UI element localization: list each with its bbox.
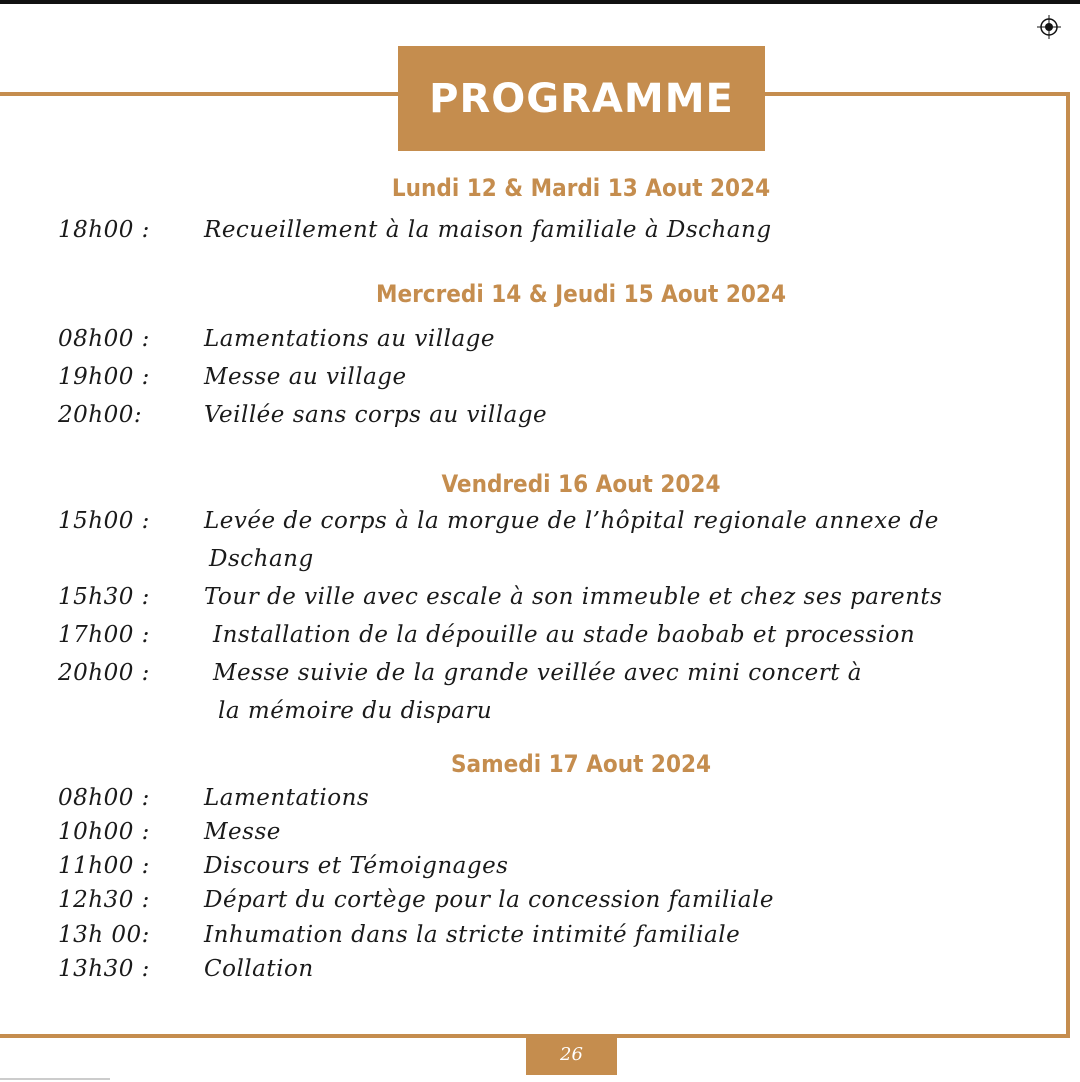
- event-description: Lamentations au village: [204, 326, 495, 352]
- event-description: Inhumation dans la stricte intimité familiale: [204, 922, 741, 948]
- event-description: Collation: [204, 956, 314, 982]
- event-time: 08h00 :: [58, 326, 150, 352]
- event-time: 17h00 :: [58, 622, 150, 648]
- event-time: 18h00 :: [58, 217, 150, 243]
- bottom-edge: [0, 1078, 110, 1080]
- event-time: 20h00:: [58, 402, 143, 428]
- event-description: Départ du cortège pour la concession familiale: [204, 887, 774, 913]
- day-heading: Samedi 17 Aout 2024: [450, 750, 712, 778]
- event-description-continued: la mémoire du disparu: [218, 698, 493, 724]
- event-description: Discours et Témoignages: [204, 853, 509, 879]
- event-time: 11h00 :: [58, 853, 150, 879]
- event-time: 20h00 :: [58, 660, 150, 686]
- day-heading: Lundi 12 & Mardi 13 Aout 2024: [391, 174, 771, 202]
- registration-mark-icon: [1037, 15, 1061, 39]
- event-description: Levée de corps à la morgue de l’hôpital regionale annexe de: [204, 508, 939, 534]
- top-border: [0, 0, 1080, 4]
- event-description: Installation de la dépouille au stade baobab et procession: [213, 622, 916, 648]
- page-title: PROGRAMME: [398, 46, 765, 151]
- page-number: 26: [526, 1034, 617, 1075]
- event-description: Veillée sans corps au village: [204, 402, 548, 428]
- event-time: 13h30 :: [58, 956, 150, 982]
- event-time: 19h00 :: [58, 364, 150, 390]
- event-description: Recueillement à la maison familiale à Dschang: [204, 217, 772, 243]
- day-heading: Mercredi 14 & Jeudi 15 Aout 2024: [376, 280, 786, 308]
- event-description: Lamentations: [204, 785, 370, 811]
- event-time: 10h00 :: [58, 819, 150, 845]
- event-time: 13h 00:: [58, 922, 150, 948]
- event-description: Messe suivie de la grande veillée avec mini concert à: [213, 660, 863, 686]
- event-time: 12h30 :: [58, 887, 150, 913]
- event-time: 15h30 :: [58, 584, 150, 610]
- event-time: 08h00 :: [58, 785, 150, 811]
- day-heading: Vendredi 16 Aout 2024: [441, 470, 721, 498]
- event-description-continued: Dschang: [209, 546, 314, 572]
- event-time: 15h00 :: [58, 508, 150, 534]
- event-description: Messe au village: [204, 364, 407, 390]
- event-description: Messe: [204, 819, 281, 845]
- event-description: Tour de ville avec escale à son immeuble et chez ses parents: [204, 584, 943, 610]
